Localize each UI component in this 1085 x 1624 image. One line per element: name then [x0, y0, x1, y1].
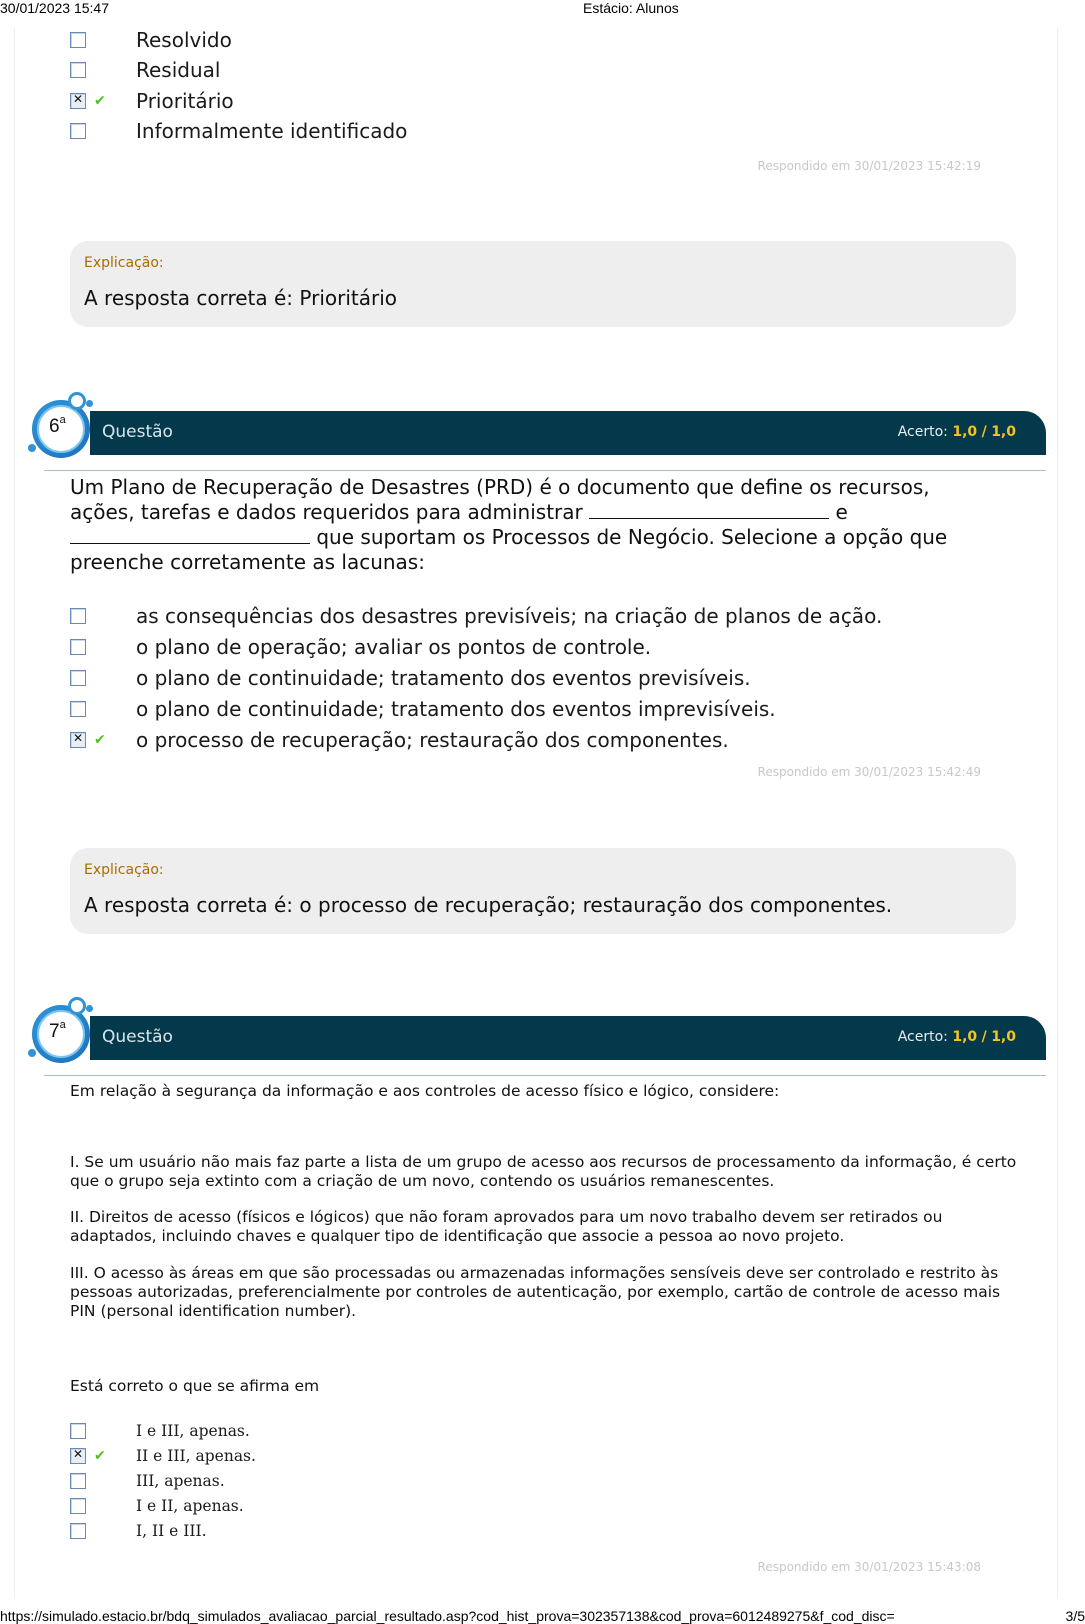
statement-1: I. Se um usuário não mais faz parte a lista de um grupo de acesso aos recursos de processamento da informação, é certo que o grupo seja extinto com a criação de um novo, contendo os usuários remanescentes.: [70, 1153, 1017, 1190]
score: [898, 1029, 1016, 1045]
option-label: II e III, apenas.: [136, 1447, 256, 1465]
explanation-label: Explicação:: [84, 862, 164, 878]
page-number: 3/5: [1065, 1608, 1085, 1624]
question-number-badge: [30, 394, 94, 458]
print-datetime: 30/01/2023 15:47: [0, 0, 109, 16]
question-7-header: [90, 1016, 1046, 1060]
answered-timestamp: Respondido em 30/01/2023 15:42:19: [757, 159, 981, 173]
statement-2: II. Direitos de acesso (físicos e lógicos) que não foram aprovados para um novo trabalho devem ser retirados ou adaptados, incluindo chaves e qualquer tipo de identificação que associe a pessoa ao novo projeto.: [70, 1208, 943, 1245]
score-max: 1,0: [991, 424, 1016, 440]
score-separator: /: [981, 424, 987, 440]
explanation-text: A resposta correta é: Prioritário: [84, 286, 398, 310]
checkbox-icon[interactable]: [70, 1523, 86, 1539]
option-label: III, apenas.: [136, 1472, 225, 1490]
checkbox-icon[interactable]: [70, 1498, 86, 1514]
question-label: Questão: [102, 1027, 173, 1047]
answered-timestamp: Respondido em 30/01/2023 15:43:08: [757, 1560, 981, 1574]
q5-option-3[interactable]: [70, 87, 234, 115]
option-label: I, II e III.: [136, 1522, 207, 1540]
question-number: 7$^a$: [49, 1019, 66, 1042]
question-7-prompt: Está correto o que se afirma em: [70, 1377, 320, 1395]
score-value: 1,0: [952, 424, 978, 440]
checkbox-icon[interactable]: [70, 62, 86, 78]
checkbox-icon[interactable]: [70, 639, 86, 655]
print-footer: [0, 1608, 1085, 1624]
checkbox-icon[interactable]: [70, 1473, 86, 1489]
q6-option-2[interactable]: [70, 633, 652, 661]
checked-checkbox-icon[interactable]: [70, 1448, 86, 1464]
checkbox-icon[interactable]: [70, 32, 86, 48]
score: [898, 424, 1016, 440]
checkbox-icon[interactable]: [70, 123, 86, 139]
score-label: Acerto:: [897, 424, 948, 440]
option-label: Informalmente identificado: [136, 119, 408, 143]
correct-check-icon: ✔: [94, 93, 106, 109]
q5-option-1[interactable]: [70, 26, 232, 54]
question-6-header: [90, 411, 1046, 455]
answered-timestamp: Respondido em 30/01/2023 15:42:49: [757, 765, 981, 779]
q6-option-4[interactable]: [70, 695, 776, 723]
divider: [44, 1075, 1046, 1076]
checked-checkbox-icon[interactable]: [70, 93, 86, 109]
score-label: Acerto:: [897, 1029, 948, 1045]
option-label: Residual: [136, 58, 221, 82]
print-page-title: Estácio: Alunos: [583, 0, 679, 16]
q6-option-1[interactable]: [70, 602, 883, 630]
option-label: I e II, apenas.: [136, 1497, 244, 1515]
divider: [44, 470, 1046, 471]
checkbox-icon[interactable]: [70, 608, 86, 624]
checkbox-icon[interactable]: [70, 1423, 86, 1439]
q5-option-2[interactable]: [70, 56, 221, 84]
score-max: 1,0: [991, 1029, 1016, 1045]
q7-option-2[interactable]: [70, 1444, 256, 1468]
q6-option-5[interactable]: [70, 726, 729, 754]
question-number: 6$^a$: [49, 414, 66, 437]
q7-option-5[interactable]: [70, 1519, 207, 1543]
option-label: Resolvido: [136, 28, 232, 52]
explanation-box: [70, 848, 1016, 934]
explanation-text: A resposta correta é: o processo de recuperação; restauração dos componentes.: [84, 893, 893, 917]
checkbox-icon[interactable]: [70, 670, 86, 686]
question-number-badge: [30, 999, 94, 1063]
score-value: 1,0: [952, 1029, 978, 1045]
option-label: as consequências dos desastres previsíveis; na criação de planos de ação.: [136, 604, 883, 628]
print-header: [0, 0, 1085, 16]
explanation-label: Explicação:: [84, 255, 164, 271]
question-6-statement: Um Plano de Recuperação de Desastres (PRD) é o documento que define os recursos, ações, tarefas e dados requeridos para administrar e que suportam os Processos de Negócio. Selecione a opção que preenche corretamente as lacunas:: [70, 475, 948, 574]
q6-option-3[interactable]: [70, 664, 751, 692]
q7-option-4[interactable]: [70, 1494, 244, 1518]
statement-3: III. O acesso às áreas em que são processadas ou armazenadas informações sensíveis deve ser controlado e restrito às pessoas autorizadas, preferencialmente por controles de autenticação, por exemplo, cartão de controle de acesso mais PIN (personal identification number).: [70, 1264, 1001, 1320]
score-separator: /: [981, 1029, 987, 1045]
option-label: o processo de recuperação; restauração dos componentes.: [136, 728, 729, 752]
option-label: o plano de continuidade; tratamento dos eventos imprevisíveis.: [136, 697, 776, 721]
page-url: https://simulado.estacio.br/bdq_simulados_avaliacao_parcial_resultado.asp?cod_hist_prova=302357138&cod_prova=6012489275&f_cod_disc=: [0, 1608, 895, 1624]
correct-check-icon: ✔: [94, 1448, 106, 1464]
q7-option-3[interactable]: [70, 1469, 225, 1493]
checkbox-icon[interactable]: [70, 701, 86, 717]
correct-check-icon: ✔: [94, 732, 106, 748]
option-label: o plano de continuidade; tratamento dos eventos previsíveis.: [136, 666, 751, 690]
q5-option-4[interactable]: [70, 117, 408, 145]
question-label: Questão: [102, 422, 173, 442]
blank-line: [589, 500, 829, 519]
option-label: I e III, apenas.: [136, 1422, 250, 1440]
checked-checkbox-icon[interactable]: [70, 732, 86, 748]
blank-line: [70, 525, 310, 544]
q7-option-1[interactable]: [70, 1419, 250, 1443]
question-7-intro: Em relação à segurança da informação e aos controles de acesso físico e lógico, considere:: [70, 1082, 780, 1100]
explanation-box: [70, 241, 1016, 327]
option-label: Prioritário: [136, 89, 234, 113]
option-label: o plano de operação; avaliar os pontos de controle.: [136, 635, 652, 659]
